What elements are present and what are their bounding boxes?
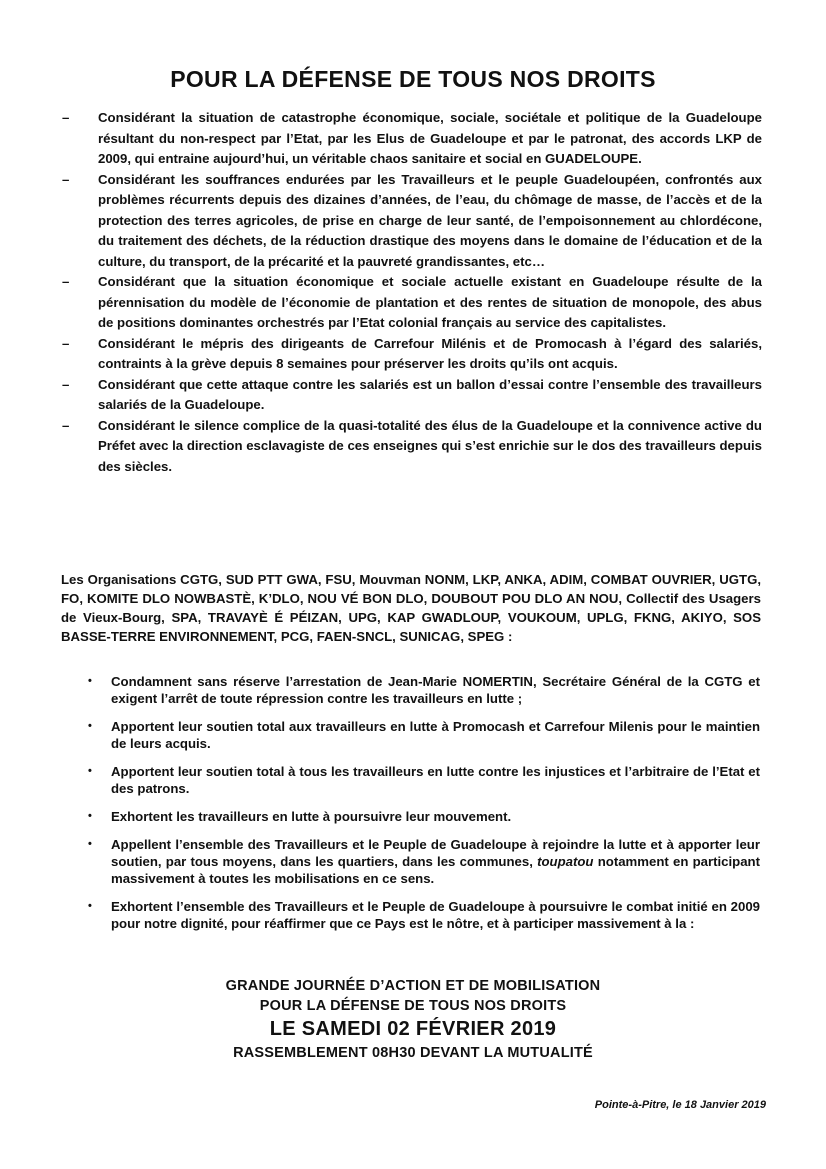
dash-marker: – — [62, 335, 70, 351]
action-item — [88, 898, 760, 932]
action-text-part: notamment en participant massivement à toutes les mobilisations en ce sens. — [111, 854, 760, 886]
action-text: Exhortent l’ensemble des Travailleurs et le Peuple de Guadeloupe à poursuivre le combat initié en 2009 pour notre dignité, pour réaffirmer que ce Pays est le nôtre, et à participer massivement à la : — [111, 899, 760, 931]
announcement-line: RASSEMBLEMENT 08H30 DEVANT LA MUTUALITÉ — [233, 1045, 593, 1061]
bullet-marker: • — [88, 675, 92, 687]
action-text: Apportent leur soutien total aux travailleurs en lutte à Promocash et Carrefour Milenis pour le maintien de leurs acquis. — [111, 719, 760, 751]
considerant-text: Considérant le silence complice de la quasi-totalité des élus de la Guadeloupe et la connivence active du Préfet avec la direction esclavagiste de ces enseignes qui s’est enrichie sur le dos des travailleurs depuis des siècles. — [98, 417, 762, 474]
considerant-text: Considérant les souffrances endurées par les Travailleurs et le peuple Guadeloupéen, confrontés aux problèmes récurrents depuis des dizaines d’années, de l’eau, du chômage de masse, de l’accès et de la protection des terres agricoles, de prise en charge de leur santé, de l’empoisonnement au chlordécone, du traitement des déchets, de la réduction drastique des moyens dans le domaine de l’éducation et de la culture, du transport, de la précarité et la pauvreté grandissantes, etc… — [98, 171, 762, 269]
dash-marker: – — [62, 376, 70, 392]
action-item — [88, 808, 760, 825]
considerant-text: Considérant que la situation économique et sociale actuelle existant en Guadeloupe résulte de la pérennisation du modèle de l’économie de plantation et des rentes de situation de monopole, des abus de positions dominantes orchestrés par l’Etat colonial français au service des capitalistes. — [98, 274, 762, 330]
action-text: Exhortent les travailleurs en lutte à poursuivre leur mouvement. — [111, 809, 512, 824]
announcement-date: LE SAMEDI 02 FÉVRIER 2019 — [269, 1018, 557, 1040]
considerant-item — [62, 170, 762, 273]
action-item — [88, 763, 760, 797]
considerant-list — [62, 108, 762, 477]
considerant-item — [62, 108, 762, 170]
considerant-item — [62, 375, 762, 416]
action-text: Condamnent sans réserve l’arrestation de Jean-Marie NOMERTIN, Secrétaire Général de la CGTG et exigent l’arrêt de toute répression contre les travailleurs en lutte ; — [111, 674, 760, 706]
action-text: Apportent leur soutien total à tous les travailleurs en lutte contre les injustices et l’arbitraire de l’Etat et des patrons. — [111, 764, 760, 796]
considerant-item — [62, 416, 762, 478]
announcement-line: GRANDE JOURNÉE D’ACTION ET DE MOBILISATION — [225, 978, 601, 994]
italic-term: toupatou — [537, 854, 594, 869]
considerant-text: Considérant la situation de catastrophe économique, sociale, sociétale et politique de la Guadeloupe résultant du non-respect par l’Etat, par les Elus de Guadeloupe et par le patronat, des accords LKP de 2009, qui entraine aujourd’hui, un véritable chaos sanitaire et social en GUADELOUPE. — [98, 110, 762, 166]
considerant-item — [62, 272, 762, 334]
mobilisation-announcement — [0, 976, 826, 1063]
action-text-part: Appellent l’ensemble des Travailleurs et le Peuple de Guadeloupe à rejoindre la lutte et à apporter leur soutien, par tous moyens, dans les quartiers, dans les communes, — [111, 837, 760, 869]
considerant-item — [62, 334, 762, 375]
place-date-signature: Pointe-à-Pitre, le 18 Janvier 2019 — [594, 1099, 766, 1111]
organisations-paragraph: Les Organisations CGTG, SUD PTT GWA, FSU, Mouvman NONM, LKP, ANKA, ADIM, COMBAT OUVRIER, UGTG, FO, KOMITE DLO NOWBASTÈ, K’DLO, NOU VÉ BON DLO, DOUBOUT POU DLO AN NOU, Collectif des Usagers de Vieux-Bourg, SPA, TRAVAYÈ É PÉIZAN, UPG, KAP GWADLOUP, VOUKOUM, UPLG, FKNG, AKIYO, SOS BASSE-TERRE ENVIRONNEMENT, PCG, FAEN-SNCL, SUNICAG, SPEG : — [61, 572, 761, 644]
bullet-marker: • — [88, 810, 92, 822]
action-item — [88, 718, 760, 752]
considerant-text: Considérant le mépris des dirigeants de Carrefour Milénis et de Promocash à l’égard des salariés, contraints à la grève depuis 8 semaines pour préserver les droits qu’ils ont acquis. — [98, 335, 762, 371]
dash-marker: – — [62, 274, 70, 289]
action-item — [88, 673, 760, 707]
bullet-marker: • — [88, 720, 92, 732]
announcement-line: POUR LA DÉFENSE DE TOUS NOS DROITS — [259, 998, 567, 1014]
dash-marker: – — [62, 417, 70, 433]
bullet-marker: • — [88, 838, 92, 850]
bullet-marker: • — [88, 765, 92, 777]
bullet-marker: • — [88, 900, 92, 912]
action-item — [88, 836, 760, 887]
dash-marker: – — [62, 171, 70, 187]
considerant-text: Considérant que cette attaque contre les salariés est un ballon d’essai contre l’ensemble des travailleurs salariés de la Guadeloupe. — [98, 376, 762, 412]
action-list — [88, 673, 760, 943]
action-text — [111, 836, 760, 887]
dash-marker: – — [62, 110, 70, 125]
document-title: POUR LA DÉFENSE DE TOUS NOS DROITS — [170, 66, 656, 92]
